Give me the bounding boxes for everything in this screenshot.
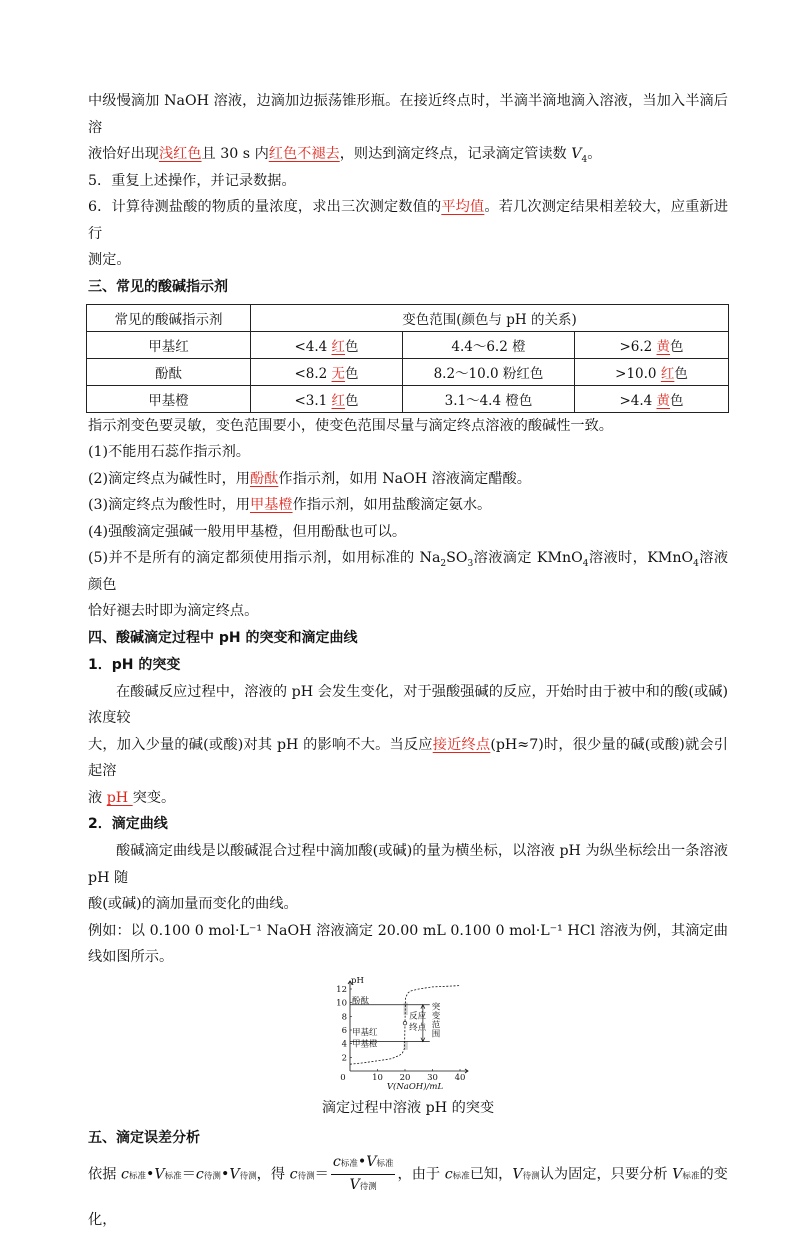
y-tick-label: 8 <box>342 1012 347 1022</box>
x-tick-label: 20 <box>400 1073 411 1083</box>
table-cell: 4.4～6.2 橙 <box>403 331 575 358</box>
section-4-heading: 四、酸碱滴定过程中 pH 的突变和滴定曲线 <box>88 625 728 652</box>
x-tick-label: 10 <box>372 1073 383 1083</box>
subsection-titration-curve: 2．滴定曲线 <box>88 811 728 838</box>
note-1: (1)不能用石蕊作指示剂。 <box>88 439 728 466</box>
indicator-name: 甲基橙 <box>87 385 251 412</box>
annotation-methyl-orange: 甲基橙 <box>352 1038 378 1049</box>
y-tick-label: 6 <box>342 1026 347 1036</box>
y-tick-label: 4 <box>342 1039 347 1049</box>
x-tick-label: 40 <box>455 1073 466 1083</box>
indicator-name: 甲基红 <box>87 331 251 358</box>
x-axis-label: V(NaOH)/mL <box>387 1081 444 1091</box>
titration-figure <box>88 975 728 1091</box>
table-row <box>87 331 729 358</box>
note-4: (4)强酸滴定强碱一般用甲基橙，但用酚酞也可以。 <box>88 519 728 546</box>
para-curve-2: 酸(或碱)的滴加量而变化的曲线。 <box>88 891 728 918</box>
annotation-jump-range: 范 <box>432 1019 441 1030</box>
table-cell: 8.2～10.0 粉红色 <box>403 358 575 385</box>
y-tick-label: 10 <box>336 998 347 1008</box>
table-cell: <8.2 无色 <box>251 358 403 385</box>
annotation-jump-range: 突 <box>432 1001 441 1012</box>
table-cell: <4.4 红色 <box>251 331 403 358</box>
x-tick-label: 30 <box>427 1073 438 1083</box>
note-3: (3)滴定终点为酸性时，用甲基橙作指示剂，如用盐酸滴定氨水。 <box>88 492 728 519</box>
error-formula: 依据 c标准•V标准＝c待测•V待测，得 c待测＝ $\frac{\text{c标准•V标准}}{\text{V待测}}$ ，由于 c标准已知，V待测认为固定，只要分析 V标准的变化， <box>88 1152 728 1242</box>
table-header-cell: 常见的酸碱指示剂 <box>87 304 251 331</box>
y-axis-label: pH <box>351 976 364 986</box>
annotation-methyl-red: 甲基红 <box>352 1026 378 1037</box>
table-header-row <box>87 304 729 331</box>
annotation-end-point-1: 反应 <box>409 1010 427 1021</box>
note-5: (5)并不是所有的滴定都须使用指示剂，如用标准的 $Na_2SO_3$溶液滴定 KMnO$_4$溶液时，KMnO$_4$溶液颜色 <box>88 545 728 598</box>
highlight-red-not-fade: 红色不褪去 <box>269 146 340 162</box>
x-tick-label: 0 <box>340 1073 345 1083</box>
para-example: 例如：以 0.100 0 mol·L⁻¹ NaOH 溶液滴定 20.00 mL 0.100 0 mol·L⁻¹ HCl 溶液为例，其滴定曲线如图所示。 <box>88 918 728 971</box>
y-tick-label: 2 <box>342 1053 347 1063</box>
table-cell: 3.1～4.4 橙色 <box>403 385 575 412</box>
section-5-heading: 五、滴定误差分析 <box>88 1125 728 1152</box>
formula-fraction: $\frac{\text{c标准•V标准}}{\text{V待测}}$ <box>331 1152 396 1197</box>
table-header-cell: 变色范围(颜色与 pH 的关系) <box>251 304 729 331</box>
note-2: (2)滴定终点为碱性时，用酚酞作指示剂，如用 NaOH 溶液滴定醋酸。 <box>88 466 728 493</box>
para-ph-jump-3: 液 pH 突变。 <box>88 785 728 812</box>
table-cell: <3.1 红色 <box>251 385 403 412</box>
annotation-phenolphthalein: 酚酞 <box>352 995 370 1006</box>
table-row <box>87 385 729 412</box>
note-5-cont: 恰好褪去时即为滴定终点。 <box>88 598 728 625</box>
intro-line-1: 中级慢滴加 NaOH 溶液，边滴加边振荡锥形瓶。在接近终点时，半滴半滴地滴入溶液，当加入半滴后溶 <box>88 88 728 141</box>
indicator-table <box>86 304 729 413</box>
para-ph-jump-2: 大，加入少量的碱(或酸)对其 pH 的影响不大。当反应接近终点(pH≈7)时，很少量的碱(或酸)就会引起溶 <box>88 732 728 785</box>
highlight-average: 平均值 <box>441 199 484 215</box>
step-6: 6．计算待测盐酸的物质的量浓度，求出三次测定数值的平均值。若几次测定结果相差较大，应重新进行 <box>88 194 728 247</box>
annotation-end-point-2: 终点 <box>409 1022 427 1033</box>
annotation-jump-range: 围 <box>432 1029 441 1039</box>
table-cell: >10.0 红色 <box>575 358 729 385</box>
indicator-name: 酚酞 <box>87 358 251 385</box>
step-6-cont: 测定。 <box>88 247 728 274</box>
document-body <box>88 88 728 1242</box>
equivalence-point <box>403 1021 407 1025</box>
y-tick-label: 12 <box>336 985 347 995</box>
section-3-heading: 三、常见的酸碱指示剂 <box>88 274 728 301</box>
para-ph-jump-1: 在酸碱反应过程中，溶液的 pH 会发生变化，对于强酸强碱的反应，开始时由于被中和的酸(或碱)浓度较 <box>88 679 728 732</box>
step-5: 5．重复上述操作，并记录数据。 <box>88 168 728 195</box>
annotation-jump-range: 变 <box>432 1010 441 1021</box>
table-cell: >6.2 黄色 <box>575 331 729 358</box>
figure-caption: 滴定过程中溶液 pH 的突变 <box>88 1095 728 1121</box>
intro-line-2: 液恰好出现浅红色且 30 s 内红色不褪去，则达到滴定终点，记录滴定管读数 $V_4$。 <box>88 141 728 168</box>
highlight-light-red: 浅红色 <box>159 146 202 162</box>
table-cell: >4.4 黄色 <box>575 385 729 412</box>
indicator-summary: 指示剂变色要灵敏，变色范围要小，使变色范围尽量与滴定终点溶液的酸碱性一致。 <box>88 413 728 440</box>
table-row <box>87 358 729 385</box>
para-curve-1: 酸碱滴定曲线是以酸碱混合过程中滴加酸(或碱)的量为横坐标，以溶液 pH 为纵坐标绘出一条溶液 pH 随 <box>88 838 728 891</box>
titration-curve-chart <box>330 975 480 1091</box>
subsection-ph-jump: 1．pH 的突变 <box>88 652 728 679</box>
